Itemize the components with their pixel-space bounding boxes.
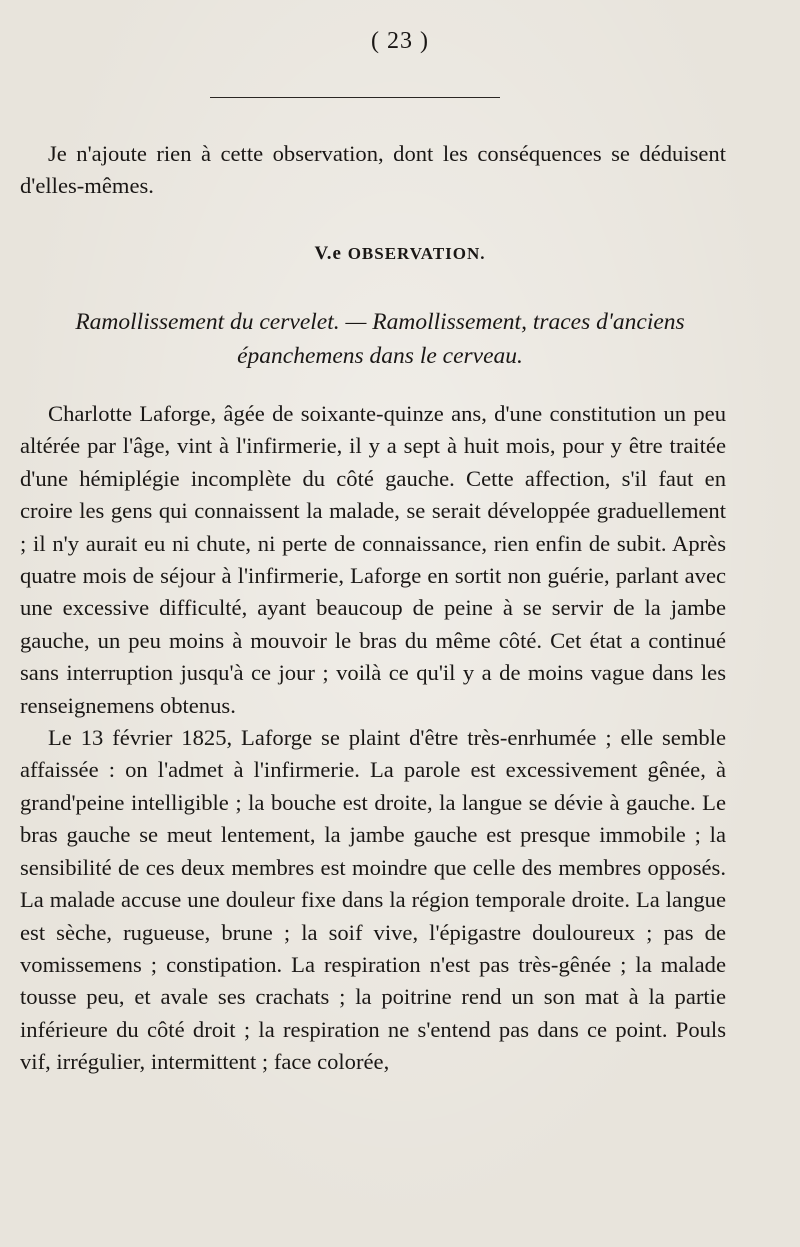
observation-title: Ramollissement du cervelet. — Ramollissement, traces d'anciens épanchemens dans le cerveau. [75,309,685,369]
intro-section [20,138,726,203]
observation-heading [0,243,800,265]
observation-label: OBSERVATION. [347,244,486,263]
intro-paragraph: Je n'ajoute rien à cette observation, dont les conséquences se déduisent d'elles-mêmes. [20,141,726,199]
observation-number: V.e [314,243,342,264]
paragraph-2: Le 13 février 1825, Laforge se plaint d'être très-enrhumée ; elle semble affaissée : on l'admet à l'infirmerie. La parole est excessivement gênée, à grand'peine intelligible ; la bouche est droite, la langue se dévie à gauche. Le bras gauche se meut lentement, la jambe gauche est presque immobile ; la sensibilité de ces deux membres est moindre que celle des membres opposés. La malade accuse une douleur fixe dans la région temporale droite. La langue est sèche, rugueuse, brune ; la soif vive, l'épigastre douloureux ; pas de vomissemens ; constipation. La respiration n'est pas très-gênée ; la malade tousse peu, et avale ses crachats ; la poitrine rend un son mat à la partie inférieure du côté droit ; la respiration ne s'entend pas dans ce point. Pouls vif, irrégulier, intermittent ; face colorée, [20,725,726,1075]
page-number: ( 23 ) [371,28,429,54]
header-rule [210,97,500,98]
paragraph-1: Charlotte Laforge, âgée de soixante-quinze ans, d'une constitution un peu altérée par l'âge, vint à l'infirmerie, il y a sept à huit mois, pour y être traitée d'une hémiplégie incomplète du côté gauche. Cette affection, s'il faut en croire les gens qui connaissent la malade, se serait développée graduellement ; il n'y aurait eu ni chute, ni perte de connaissance, rien enfin de subit. Après quatre mois de séjour à l'infirmerie, Laforge en sortit non guérie, parlant avec une excessive difficulté, ayant beaucoup de peine à se servir de la jambe gauche, un peu moins à mouvoir le bras du même côté. Cet état a continué sans interruption jusqu'à ce jour ; voilà ce qu'il y a de moins vague dans les renseignemens obtenus. [20,401,726,718]
main-text [20,398,726,1079]
